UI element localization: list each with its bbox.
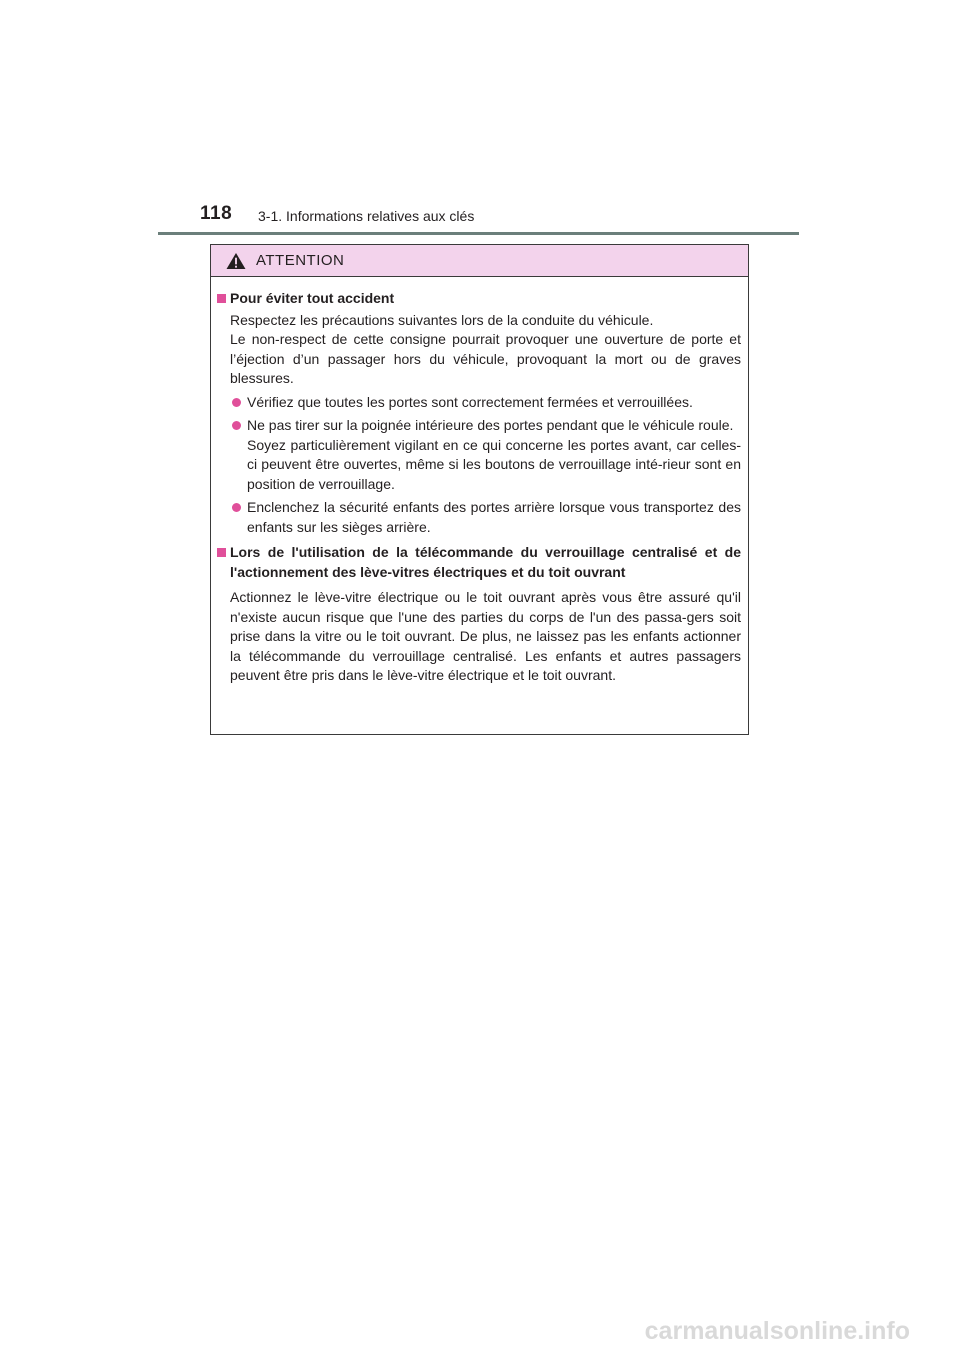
section-heading: Lors de l'utilisation de la télécommande du verrouillage centralisé et de l'actionnement des lève-vitres électriques et du toit ouvrant: [217, 543, 741, 582]
round-bullet-icon: [230, 393, 247, 413]
warning-box: [210, 244, 749, 735]
square-bullet-icon: [217, 543, 230, 582]
square-bullet-icon: [217, 289, 230, 309]
intro-line: Le non-respect de cette consigne pourrait provoquer une ouverture de porte et l’éjection d’un passager hors du véhicule, provoquant la mort ou de graves blessures.: [230, 331, 741, 386]
page-number: 118: [200, 203, 233, 224]
header-divider: [158, 232, 799, 235]
bullet-text: Enclenchez la sécurité enfants des portes arrière lorsque vous transportez des enfants sur les sièges arrière.: [247, 499, 741, 535]
bullet-item: [230, 416, 741, 494]
warning-title: ATTENTION: [256, 252, 345, 269]
section-body: Actionnez le lève-vitre électrique ou le toit ouvrant après vous être assuré qu'il n'existe aucun risque que l'une des parties du corps de l'un des passa-gers soit prise dans la vitre ou le toit ouvrant. De plus, ne laissez pas les enfants actionner la télécommande du verrouillage centralisé. Les enfants et autres passagers peuvent être pris dans le lève-vitre électrique et le toit ouvrant.: [230, 589, 741, 683]
round-bullet-icon: [230, 416, 247, 494]
section-intro: [230, 311, 741, 389]
bullet-item: [230, 498, 741, 537]
bullet-text: Ne pas tirer sur la poignée intérieure des portes pendant que le véhicule roule.: [247, 417, 734, 433]
round-bullet-icon: [230, 498, 247, 537]
watermark: carmanualsonline.info: [644, 1316, 910, 1345]
section-heading: Pour éviter tout accident: [217, 289, 741, 309]
section-accident: [217, 289, 741, 537]
bullet-text: Vérifiez que toutes les portes sont correctement fermées et verrouillées.: [247, 393, 693, 410]
warning-header: [211, 245, 748, 277]
bullet-item: [230, 393, 741, 413]
section-remote-windows: [217, 543, 741, 686]
intro-line: Respectez les précautions suivantes lors de la conduite du véhicule.: [230, 311, 654, 328]
warning-triangle-icon: [225, 252, 247, 270]
warning-body: [211, 277, 748, 686]
bullet-extra-text: Soyez particulièrement vigilant en ce qui concerne les portes avant, car celles-ci peuvent être ouvertes, même si les boutons de verrouillage inté-rieur sont en position de verrouillage.: [247, 436, 741, 492]
section-title: 3-1. Informations relatives aux clés: [258, 208, 475, 224]
